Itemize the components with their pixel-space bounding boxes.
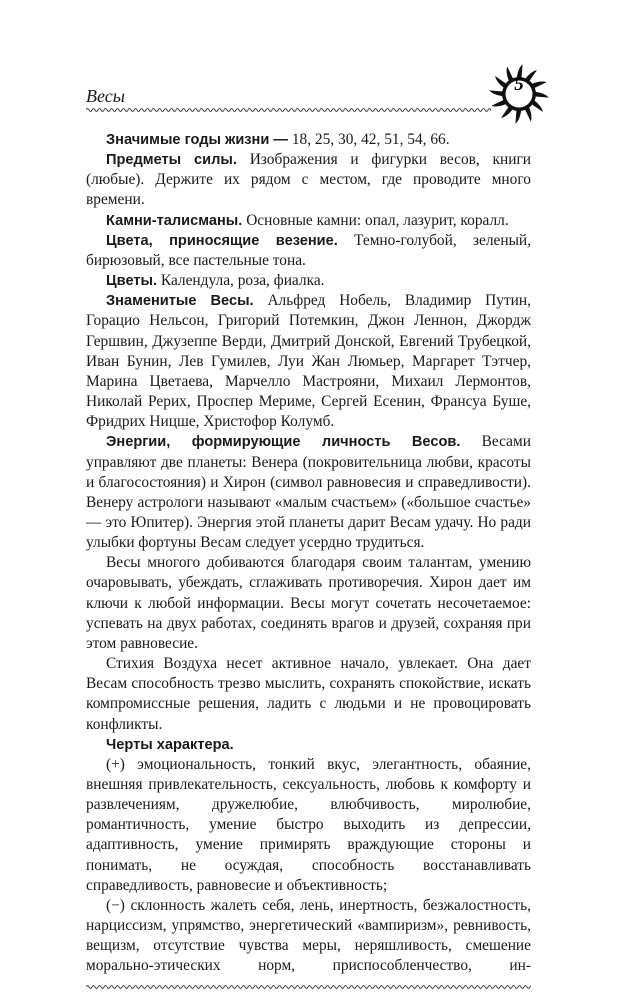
paragraph: [86, 130, 531, 150]
paragraph-text: Календула, роза, фиалка.: [160, 272, 325, 290]
paragraph-lead: Значимые годы жизни —: [106, 132, 288, 148]
paragraph-lead: Цвета, приносящие везение.: [106, 232, 338, 249]
paragraph: [86, 432, 531, 553]
paragraph-text: Стихия Воздуха несет активное начало, увлекает. Она дает Весам способность трезво мыслить, сохранять спокойствие, искать компромиссные решения, ладить с людьми и не провоцировать конфликты.: [86, 655, 531, 733]
paragraph-lead: Цветы.: [106, 273, 158, 290]
paragraph: [86, 150, 531, 210]
paragraph-lead: Черты характера.: [106, 736, 234, 753]
paragraph-text: 18, 25, 30, 42, 51, 54, 66.: [291, 131, 450, 148]
paragraph-text: Основные камни: опал, лазурит, коралл.: [246, 211, 509, 229]
paragraph: [86, 291, 531, 432]
paragraph: [86, 231, 531, 271]
page-body: [86, 130, 531, 977]
paragraph: [86, 553, 531, 654]
page-number: 5: [514, 74, 524, 95]
paragraph-text: Весы многого добиваются благодаря своим талантам, умению очаровывать, убеждать, сглаживать противоречия. Хирон дает им ключи к любой информации. Весы могут сочетать несочетаемое: успевать на двух работах, соединять врагов и друзей, сохраняя при этом равновесие.: [86, 554, 531, 652]
paragraph-lead: Камни-талисманы.: [106, 212, 243, 229]
paragraph: [86, 654, 531, 735]
footer-wavy-rule: [86, 982, 531, 992]
paragraph: [86, 896, 531, 977]
paragraph: [86, 755, 531, 896]
paragraph-text: Изображения и фигурки весов, книги (любые). Держите их рядом с местом, где проводите много времени.: [86, 151, 531, 209]
paragraph-text: Темно-голубой, зеленый, бирюзовый, все пастельные тона.: [86, 231, 531, 269]
paragraph-text: (−) склонность жалеть себя, лень, инертность, безжалостность, нарциссизм, упрямство, энергетический «вампиризм», ревнивость, вещизм, отсутствие чувства меры, неряшливость, смешение морально-этических норм, приспособленчество, ин-: [86, 896, 531, 975]
paragraph-text: Весами управляют две планеты: Венера (покровительница любви, красоты и благосостояния) и Хирон (символ равновесия и справедливости). Венеру астрологи называют «малым счастьем» («большое счастье» — это Юпитер). Энергия этой планеты дарит Весам удачу. Но ради улыбки фортуны Весам следует усердно трудиться.: [86, 433, 531, 552]
paragraph: [86, 271, 531, 291]
header-wavy-rule: [86, 105, 491, 115]
paragraph: [86, 735, 531, 755]
paragraph-text: Альфред Нобель, Владимир Путин, Горацио Нельсон, Григорий Потемкин, Джон Леннон, Джордж Гершвин, Джузеппе Верди, Дмитрий Донской, Евгений Трубецкой, Иван Бунин, Лев Гумилев, Луи Жан Люмьер, Маргарет Тэтчер, Марина Цветаева, Марчелло Мастрояни, Михаил Лермонтов, Николай Рерих, Проспер Мериме, Сергей Есенин, Франсуа Буше, Фридрих Ницше, Христофор Колумб.: [86, 292, 531, 431]
paragraph-lead: Знаменитые Весы.: [106, 293, 254, 310]
running-title: Весы: [86, 86, 125, 106]
paragraph-lead: Предметы силы.: [106, 152, 237, 169]
paragraph-text: (+) эмоциональность, тонкий вкус, элегантность, обаяние, внешняя привлекательность, сексуальность, любовь к комфорту и развлечениям, дружелюбие, влюбчивость, миролюбие, романтичность, умение быстро выходить из депрессии, адаптивность, умение примирять враждующие стороны и понимать, не осуждая, способность восстанавливать справедливость, равновесие и объективность;: [86, 755, 531, 894]
paragraph: [86, 211, 531, 231]
paragraph-lead: Энергии, формирующие личность Весов.: [106, 434, 461, 451]
